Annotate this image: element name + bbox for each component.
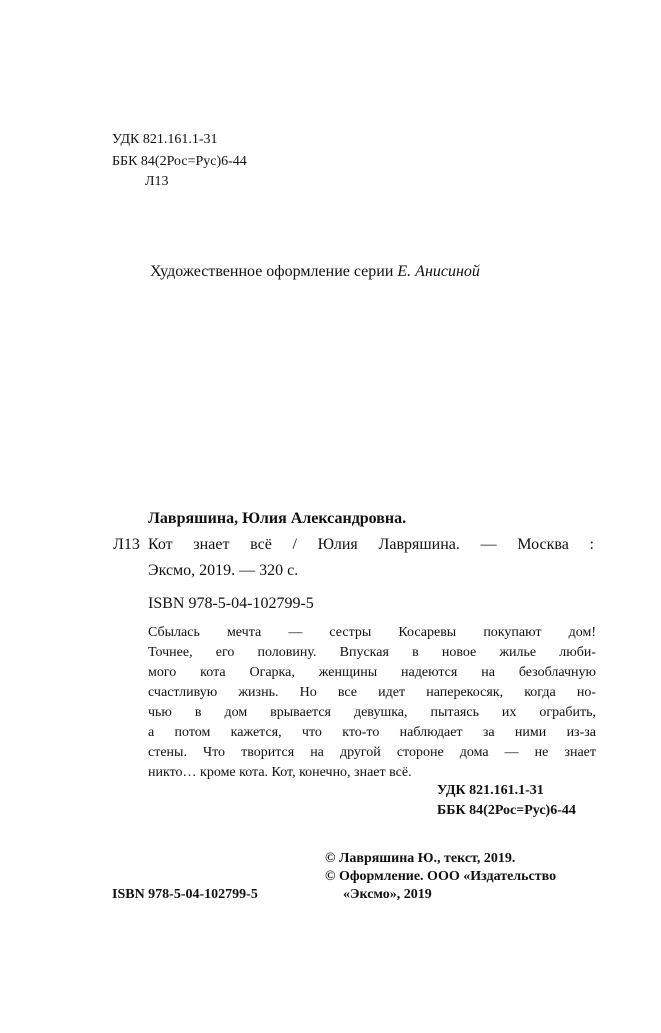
bibliographic-title-line: Кот знает всё / Юлия Лавряшина. — Москва : (148, 536, 594, 553)
annotation-line: мого кота Огарка, женщины надеются на безоблачную (148, 665, 596, 680)
isbn-bottom: ISBN 978-5-04-102799-5 (112, 887, 258, 902)
isbn: ISBN 978-5-04-102799-5 (148, 595, 314, 612)
author-heading: Лавряшина, Юлия Александровна. (148, 510, 407, 527)
bbk-code-bottom: ББК 84(2Рос=Рус)6-44 (437, 803, 576, 818)
bibliographic-publisher-line: Эксмо, 2019. — 320 с. (148, 562, 299, 579)
copyright-design: © Оформление. ООО «Издательство (325, 869, 557, 884)
udk-code-bottom: УДК 821.161.1-31 (437, 783, 544, 798)
bbk-code: ББК 84(2Рос=Рус)6-44 (112, 154, 247, 169)
design-credit (150, 264, 480, 280)
bibliographic-author-mark: Л13 (113, 536, 140, 553)
author-mark: Л13 (145, 174, 169, 189)
annotation-line: Точнее, его половину. Впуская в новое жилье люби- (148, 645, 596, 660)
annotation-line: счастливую жизнь. Но все идет наперекосяк, когда но- (148, 685, 596, 700)
udk-code: УДК 821.161.1-31 (112, 132, 218, 147)
annotation-line: стены. Что творится на другой стороне дома — не знает (148, 745, 596, 760)
annotation-line: а потом кажется, что кто-то наблюдает за ними из-за (148, 725, 596, 740)
designer-name: Е. Анисиной (397, 263, 480, 280)
annotation-line: никто… кроме кота. Кот, конечно, знает всё. (148, 765, 412, 780)
design-credit-text: Художественное оформление серии (150, 263, 394, 280)
copyright-publisher: «Эксмо», 2019 (343, 887, 432, 902)
annotation-line: чью в дом врывается девушка, пытаясь их ограбить, (148, 705, 596, 720)
annotation-line: Сбылась мечта — сестры Косаревы покупают дом! (148, 625, 596, 640)
copyright-text: © Лавряшина Ю., текст, 2019. (325, 851, 516, 866)
